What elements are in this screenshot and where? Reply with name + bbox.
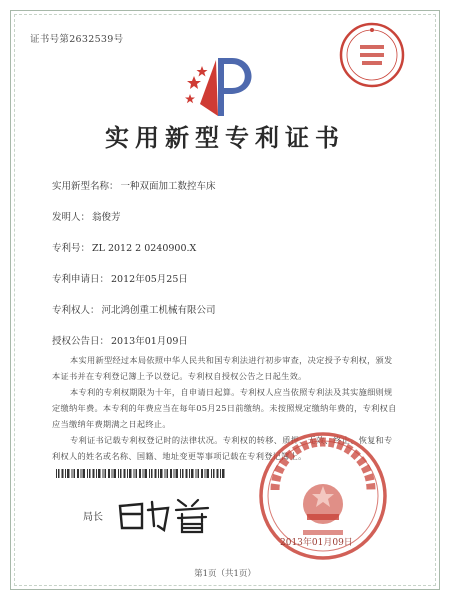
field-inventor [52,209,121,223]
director-label: 局长 [83,512,103,523]
body-paragraph: 本专利的专利权期限为十年，自申请日起算。专利权人应当依照专利法及其实施细则规定缴纳年费。本专利的年费应当在每年05月25日前缴纳。未按照规定缴纳年费的，专利权自应当缴纳年费期满之日起终止。 [52,387,397,429]
patent-number-value: ZL 2012 2 0240900.X [92,243,197,254]
field-utility-model-name [52,178,216,192]
body-paragraph: 本实用新型经过本局依照中华人民共和国专利法进行初步审查，决定授予专利权，颁发本证书并在专利登记簿上予以登记。专利权自授权公告之日起生效。 [52,355,393,381]
barcode-icon [56,469,226,478]
field-filing-date [52,271,188,285]
certificate-number: 证书号第2632539号 [30,34,124,45]
official-seal-icon [338,21,406,89]
name-label: 实用新型名称： [52,181,119,192]
patent-number-label: 专利号： [52,243,91,254]
inventor-label: 发明人： [52,212,91,223]
field-patent-holder [52,302,216,316]
page-footer: 第1页（共1页） [194,569,256,579]
filing-date-label: 专利申请日： [52,274,110,285]
holder-value: 河北鸿创重工机械有限公司 [101,305,216,316]
patent-office-logo [180,46,264,120]
body-paragraph: 专利证书记载专利权登记时的法律状况。专利权的转移、质押、无效、终止、恢复和专利权人的姓名或名称、国籍、地址变更等事项记载在专利登记簿上。 [52,435,393,461]
grant-date-value: 2013年01月09日 [111,336,188,347]
field-grant-date [52,333,188,347]
field-patent-number [52,240,196,254]
seal-date: 2013年01月09日 [280,538,353,548]
grant-date-label: 授权公告日： [52,336,110,347]
name-value: 一种双面加工数控车床 [120,181,216,192]
holder-label: 专利权人： [52,305,100,316]
director-signature [112,492,222,536]
certificate-title: 实用新型专利证书 [105,123,345,152]
inventor-value: 翁俊芳 [92,212,121,223]
filing-date-value: 2012年05月25日 [111,274,188,285]
